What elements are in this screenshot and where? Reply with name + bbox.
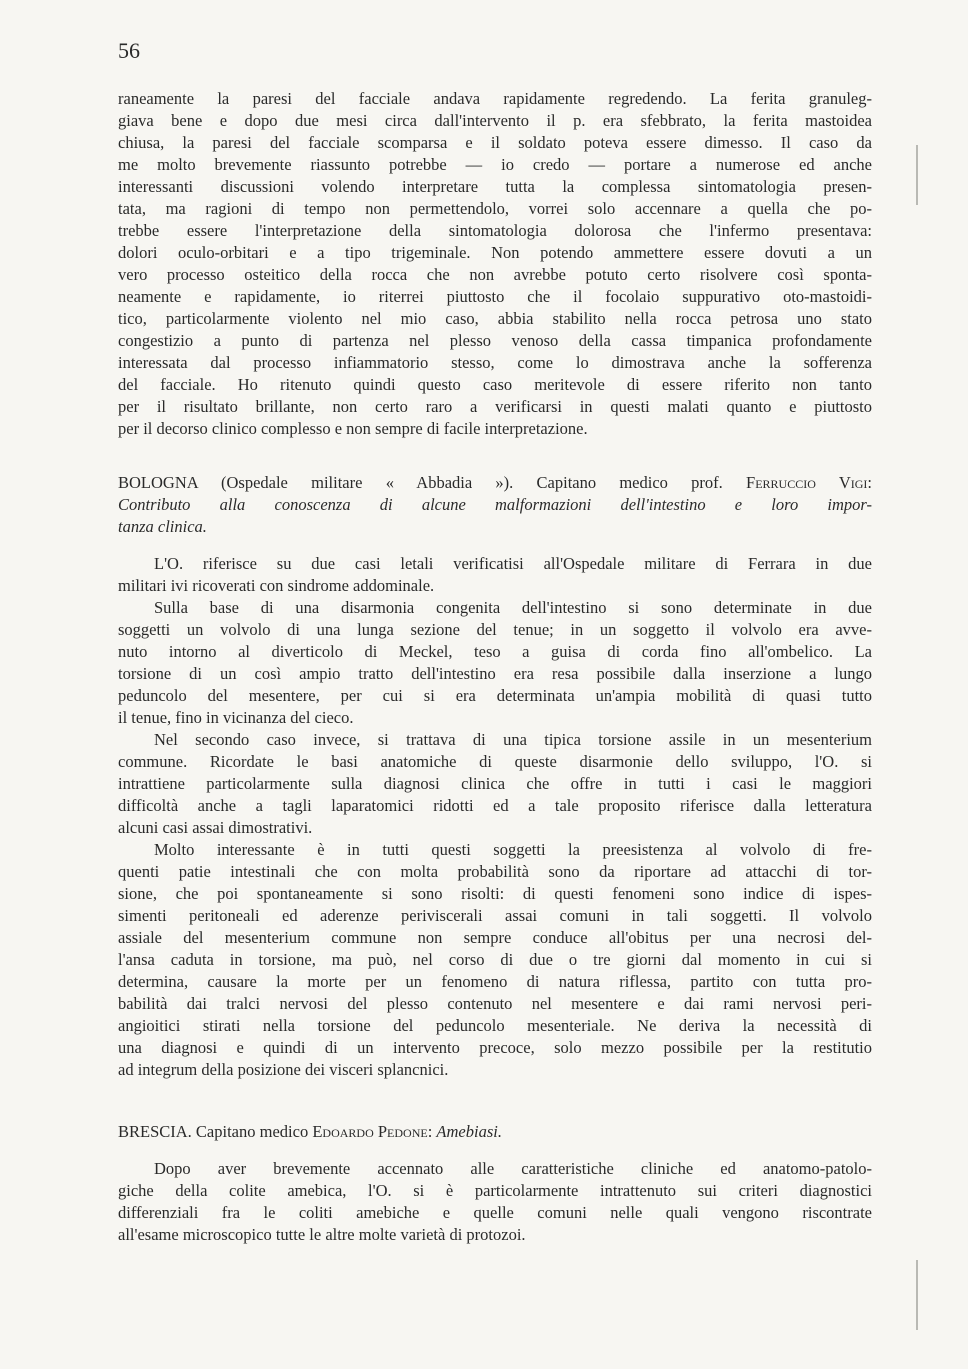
body-line: congestizio a punto di partenza nel plesso venoso della cassa timpanica profondamente <box>118 331 872 350</box>
body-line: assiale del mesenterium commune non sempre conduce all'obitus per una necrosi del- <box>118 928 872 947</box>
body-line: interessanti discussioni volendo interpretare tutta la complessa sintomatologia presen- <box>118 177 872 196</box>
body-line: per il risultato brillante, non certo raro a verificarsi in questi malati quanto e piuttosto <box>118 397 872 416</box>
heading-colon: : <box>427 1122 433 1141</box>
body-line: chiusa, la paresi del facciale scomparsa e il soldato poteva essere dimesso. Il caso da <box>118 133 872 152</box>
heading-colon: : <box>867 473 872 492</box>
body-line: peduncolo del mesentere, per cui si era determinata un'ampia mobilità di quasi tutto <box>118 686 872 705</box>
body-line: differenziali fra le coliti amebiche e quelle comuni nelle quali vengono riscontrate <box>118 1203 872 1222</box>
author-name: Edoardo Pedone <box>312 1122 428 1141</box>
body-line: trebbe essere l'interpretazione della sintomatologia dolorosa che l'infermo presentava: <box>118 221 872 240</box>
body-line: Molto interessante è in tutti questi soggetti la preesistenza al volvolo di fre- <box>154 840 872 859</box>
body-line: per il decorso clinico complesso e non sempre di facile interpretazione. <box>118 419 588 438</box>
body-line: babilità dai tralci nervosi del plesso contenuto nel mesentere e dai rami nervosi peri- <box>118 994 872 1013</box>
body-line: una diagnosi e quindi di un intervento precoce, solo mezzo possibile per la restitutio <box>118 1038 872 1057</box>
scan-edge-mark <box>916 145 918 205</box>
body-line: ad integrum della posizione dei visceri splancnici. <box>118 1060 449 1079</box>
body-line: difficoltà anche a tagli laparatomici ridotti ed a tale proposito riferisce dalla letteratura <box>118 796 872 815</box>
body-line: all'esame microscopico tutte le altre molte varietà di protozoi. <box>118 1225 526 1244</box>
body-line: alcuni casi assai dimostrativi. <box>118 818 313 837</box>
body-line: giche della colite amebica, l'O. si è particolarmente intrattenuto sui criteri diagnostici <box>118 1181 872 1200</box>
body-line: determina, causare la morte per un fenomeno di natura riflessa, partito con tutta pro- <box>118 972 872 991</box>
body-line: giava bene e dopo due mesi circa dall'intervento il p. era sfebbrato, la ferita mastoidea <box>118 111 872 130</box>
body-line: soggetti un volvolo di una lunga sezione del tenue; in un soggetto il volvolo era avve- <box>118 620 872 639</box>
body-line: quenti patie intestinali che con molta probabilità sono da riportare ad attacchi di tor- <box>118 862 872 881</box>
body-line: l'ansa caduta in torsione, ma può, nel corso di due o tre giorni dal momento in cui si <box>118 950 872 969</box>
body-line: sione, che poi spontaneamente si sono risolti: di questi fenomeni sono indice di ispes- <box>118 884 872 903</box>
article-title: Amebiasi. <box>436 1122 502 1141</box>
body-line: tata, ma ragioni di tempo non permettendolo, vorrei solo accennare a quella che po- <box>118 199 872 218</box>
body-line: neamente e rapidamente, io riterrei piuttosto che il focolaio suppurativo oto-mastoidi- <box>118 287 872 306</box>
article-title: tanza clinica. <box>118 517 207 536</box>
section-heading-bologna <box>118 472 872 493</box>
body-line: Nel secondo caso invece, si trattava di una tipica torsione assile in un mesenterium <box>154 730 872 749</box>
author-name: Ferruccio Vigi <box>746 473 868 492</box>
heading-prefix: BOLOGNA (Ospedale militare « Abbadia »). Capitano medico prof. <box>118 473 723 492</box>
body-line: angioitici stirati nella torsione del peduncolo mesenteriale. Ne deriva la necessità di <box>118 1016 872 1035</box>
body-line: commune. Ricordate le basi anatomiche di queste disarmonie dello sviluppo, l'O. si <box>118 752 872 771</box>
body-line: simenti peritoneali ed aderenze periviscerali assai comuni in tali soggetti. Il volvolo <box>118 906 872 925</box>
body-line: L'O. riferisce su due casi letali verificatisi all'Ospedale militare di Ferrara in due <box>154 554 872 573</box>
scan-edge-mark <box>916 1260 918 1330</box>
heading-prefix: BRESCIA. Capitano medico <box>118 1122 309 1141</box>
body-line: interessata dal processo infiammatorio stesso, come lo dimostrava anche la sofferenza <box>118 353 872 372</box>
body-line: del facciale. Ho ritenuto quindi questo caso meritevole di essere riferito non tanto <box>118 375 872 394</box>
article-title: Contributo alla conoscenza di alcune malformazioni dell'intestino e loro impor- <box>118 495 872 514</box>
body-line: tico, particolarmente violento nel mio caso, abbia stabilito nella rocca petrosa uno stato <box>118 309 872 328</box>
body-line: raneamente la paresi del facciale andava rapidamente regredendo. La ferita granuleg- <box>118 89 872 108</box>
body-line: intrattiene particolarmente sulla diagnosi clinica che offre in tutti i casi le maggiori <box>118 774 872 793</box>
body-line: militari ivi ricoverati con sindrome addominale. <box>118 576 435 595</box>
body-line: vero processo osteitico della rocca che non avrebbe potuto certo risolvere così sponta- <box>118 265 872 284</box>
body-line: il tenue, fino in vicinanza del cieco. <box>118 708 354 727</box>
body-line: torsione di un così ampio tratto dell'intestino era resa possibile dalla inserzione a lungo <box>118 664 872 683</box>
body-line: Dopo aver brevemente accennato alle caratteristiche cliniche ed anatomo-patolo- <box>154 1159 872 1178</box>
body-line: Sulla base di una disarmonia congenita dell'intestino si sono determinate in due <box>154 598 872 617</box>
page-number: 56 <box>118 38 140 63</box>
section-heading-brescia <box>118 1121 872 1142</box>
body-line: me molto brevemente riassunto potrebbe — io credo — portare a numerose ed anche <box>118 155 872 174</box>
body-line: dolori oculo-orbitari e a tipo trigeminale. Non potendo ammettere essere dovuti a un <box>118 243 872 262</box>
body-line: nuto intorno al diverticolo di Meckel, teso a guisa di corda fino all'ombelico. La <box>118 642 872 661</box>
